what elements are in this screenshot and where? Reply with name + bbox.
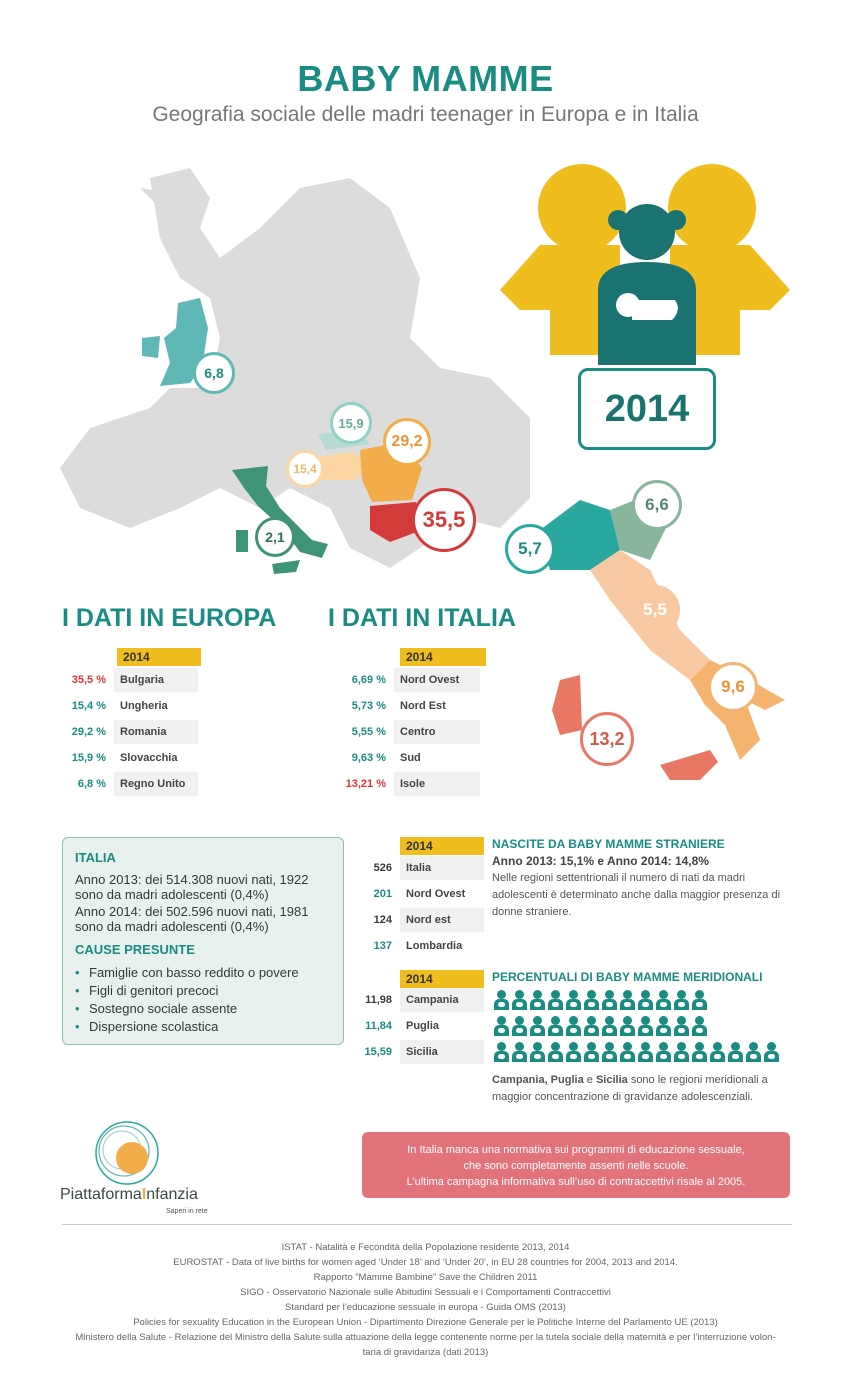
italy-centro-value: 5,5 [630, 585, 680, 635]
italia-row: 5,55 % Centro [336, 720, 480, 744]
europe-row: 35,5 % Bulgaria [56, 668, 198, 692]
mother-figure-icon [494, 990, 509, 1010]
meridionali-row: 15,59 Sicilia [364, 1040, 484, 1064]
mother-figure-icon [656, 1042, 671, 1062]
logo-tagline: Saperi in rete [166, 1208, 208, 1215]
causes-title: CAUSE PRESUNTE [75, 942, 195, 957]
campania-icons [494, 990, 707, 1010]
italy-isole-value: 13,2 [580, 712, 634, 766]
slovakia-value: 15,9 [330, 402, 372, 444]
page-title: BABY MAMME [297, 58, 554, 99]
mother-figure-icon [638, 1016, 653, 1036]
mother-figure-icon [674, 1016, 689, 1036]
stranieri-row: 526 Italia [364, 856, 484, 880]
causes-list [75, 964, 331, 1036]
mother-figure-icon [548, 1042, 563, 1062]
mother-figure-icon [584, 1042, 599, 1062]
mother-figure-icon [620, 990, 635, 1010]
mother-figure-icon [512, 990, 527, 1010]
logo-text: PiattaformaInfanzia [60, 1186, 198, 1203]
mother-figure-icon [638, 990, 653, 1010]
list-item: • Figli di genitori precoci [75, 982, 331, 1000]
divider [62, 1224, 792, 1225]
year-badge: 2014 [578, 368, 716, 450]
mother-figure-icon [548, 1016, 563, 1036]
mother-figure-icon [602, 990, 617, 1010]
list-item: • Sostegno sociale assente [75, 1000, 331, 1018]
mother-figure-icon [602, 1042, 617, 1062]
education-note: In Italia manca una normativa sui programmi di educazione sessuale, che sono completamente assenti nelle scuole. L’ultima campagna informativa sull’uso di contraccettivi risale al 2005. [362, 1132, 790, 1198]
meridionali-row: 11,98 Campania [364, 988, 484, 1012]
mother-figure-icon [566, 990, 581, 1010]
mother-figure-icon [512, 1042, 527, 1062]
italia-heading: I DATI IN ITALIA [328, 604, 516, 632]
mother-figure-icon [566, 1016, 581, 1036]
sources: ISTAT - Natalità e Fecondità della Popolazione residente 2013, 2014 EUROSTAT - Data of live births for women aged ‘Under 18’ and ‘Under 20’, in EU 28 countries for 2004, 2013 and 2014. Rapporto “Mamme Bambine” Save the Children 2011 SIGO - Osservatorio Nazionale sulle Abitudini Sessuali e i Comportamenti Contraccettivi Standard per l’educazione sessuale in europa - Guida OMS (2013) Policies for sexuality Education in the European Union - Dipartimento Direzione Generale per le Politiche Interne del Parlamento UE (2013) Ministero della Salute - Relazione del Ministro della Salute sulla attuazione della legge contenente norme per la tutela sociale della maternità e per l’interruzione volon- taria di gravidanza (dati 2013) [75, 1242, 776, 1358]
uk-value: 6,8 [193, 352, 235, 394]
italy-sud-value: 9,6 [708, 662, 758, 712]
stranieri-row: 124 Nord est [364, 908, 484, 932]
mother-figure-icon [692, 990, 707, 1010]
italia-year: 2014 [400, 648, 486, 666]
meridionali-note: Campania, Puglia e Sicilia sono le regioni meridionali a maggior concentrazione di gravidanze adolescenziali. [492, 1074, 768, 1103]
meridionali-year: 2014 [400, 970, 484, 988]
europe-heading: I DATI IN EUROPA [62, 604, 277, 632]
stranieri-row: 137 Lombardia [364, 934, 484, 958]
mother-figure-icon [710, 1042, 725, 1062]
italia-row: 6,69 % Nord Ovest [336, 668, 480, 692]
europe-row: 15,9 % Slovacchia [56, 746, 198, 770]
mother-figure-icon [728, 1042, 743, 1062]
page-subtitle: Geografia sociale delle madri teenager in Europa e in Italia [152, 103, 699, 126]
meridionali-title: PERCENTUALI DI BABY MAMME MERIDIONALI [492, 970, 763, 984]
stranieri-text: Nelle regioni settentrionali il numero di nati da madri adolescenti è determinato anche dalla maggior presenza di donne straniere. [492, 872, 781, 918]
mother-figure-icon [548, 990, 563, 1010]
mother-figure-icon [494, 1016, 509, 1036]
italia-row: 9,63 % Sud [336, 746, 480, 770]
bulgaria-value: 35,5 [412, 488, 476, 552]
stranieri-row: 201 Nord Ovest [364, 882, 484, 906]
italy-nordovest-value: 5,7 [505, 524, 555, 574]
logo-mark [92, 1118, 162, 1188]
mother-figure-icon [530, 990, 545, 1010]
europe-row: 6,8 % Regno Unito [56, 772, 198, 796]
mother-figure-icon [602, 1016, 617, 1036]
stranieri-year: 2014 [400, 837, 484, 855]
italia-info-box [62, 837, 344, 1045]
italia-box-title: ITALIA [75, 850, 116, 865]
mother-figure-icon [656, 990, 671, 1010]
mother-figure-icon [620, 1016, 635, 1036]
mother-figure-icon [656, 1016, 671, 1036]
list-item: • Dispersione scolastica [75, 1018, 331, 1036]
mother-figure-icon [674, 1042, 689, 1062]
romania-value: 29,2 [383, 418, 431, 466]
mother-figure-icon [746, 1042, 761, 1062]
europe-row: 15,4 % Ungheria [56, 694, 198, 718]
mother-figure-icon [638, 1042, 653, 1062]
mother-figure-icon [692, 1016, 707, 1036]
mother-figure-icon [512, 1016, 527, 1036]
mother-figure-icon [620, 1042, 635, 1062]
mother-figure-icon [566, 1042, 581, 1062]
mother-figure-icon [674, 990, 689, 1010]
italia-box-p1: Anno 2013: dei 514.308 nuovi nati, 1922 sono da madri adolescenti (0,4%) [75, 872, 309, 902]
italy-value: 2,1 [255, 517, 295, 557]
mother-figure-icon [692, 1042, 707, 1062]
europe-year: 2014 [117, 648, 201, 666]
mother-figure-icon [530, 1042, 545, 1062]
sicilia-icons [494, 1042, 779, 1062]
family-icon [500, 160, 800, 370]
stranieri-subtitle: Anno 2013: 15,1% e Anno 2014: 14,8% [492, 854, 709, 868]
italia-row: 13,21 % Isole [336, 772, 480, 796]
mother-figure-icon [494, 1042, 509, 1062]
mother-figure-icon [530, 1016, 545, 1036]
stranieri-title: NASCITE DA BABY MAMME STRANIERE [492, 837, 725, 851]
italy-isole-shape [552, 675, 582, 735]
italia-box-p2: Anno 2014: dei 502.596 nuovi nati, 1981 sono da madri adolescenti (0,4%) [75, 904, 309, 934]
italia-row: 5,73 % Nord Est [336, 694, 480, 718]
mother-figure-icon [584, 1016, 599, 1036]
puglia-icons [494, 1016, 707, 1036]
mother-figure-icon [584, 990, 599, 1010]
hungary-value: 15,4 [286, 450, 324, 488]
meridionali-row: 11,84 Puglia [364, 1014, 484, 1038]
europe-row: 29,2 % Romania [56, 720, 198, 744]
italy-nordest-value: 6,6 [632, 480, 682, 530]
mother-figure-icon [764, 1042, 779, 1062]
list-item: • Famiglie con basso reddito o povere [75, 964, 331, 982]
